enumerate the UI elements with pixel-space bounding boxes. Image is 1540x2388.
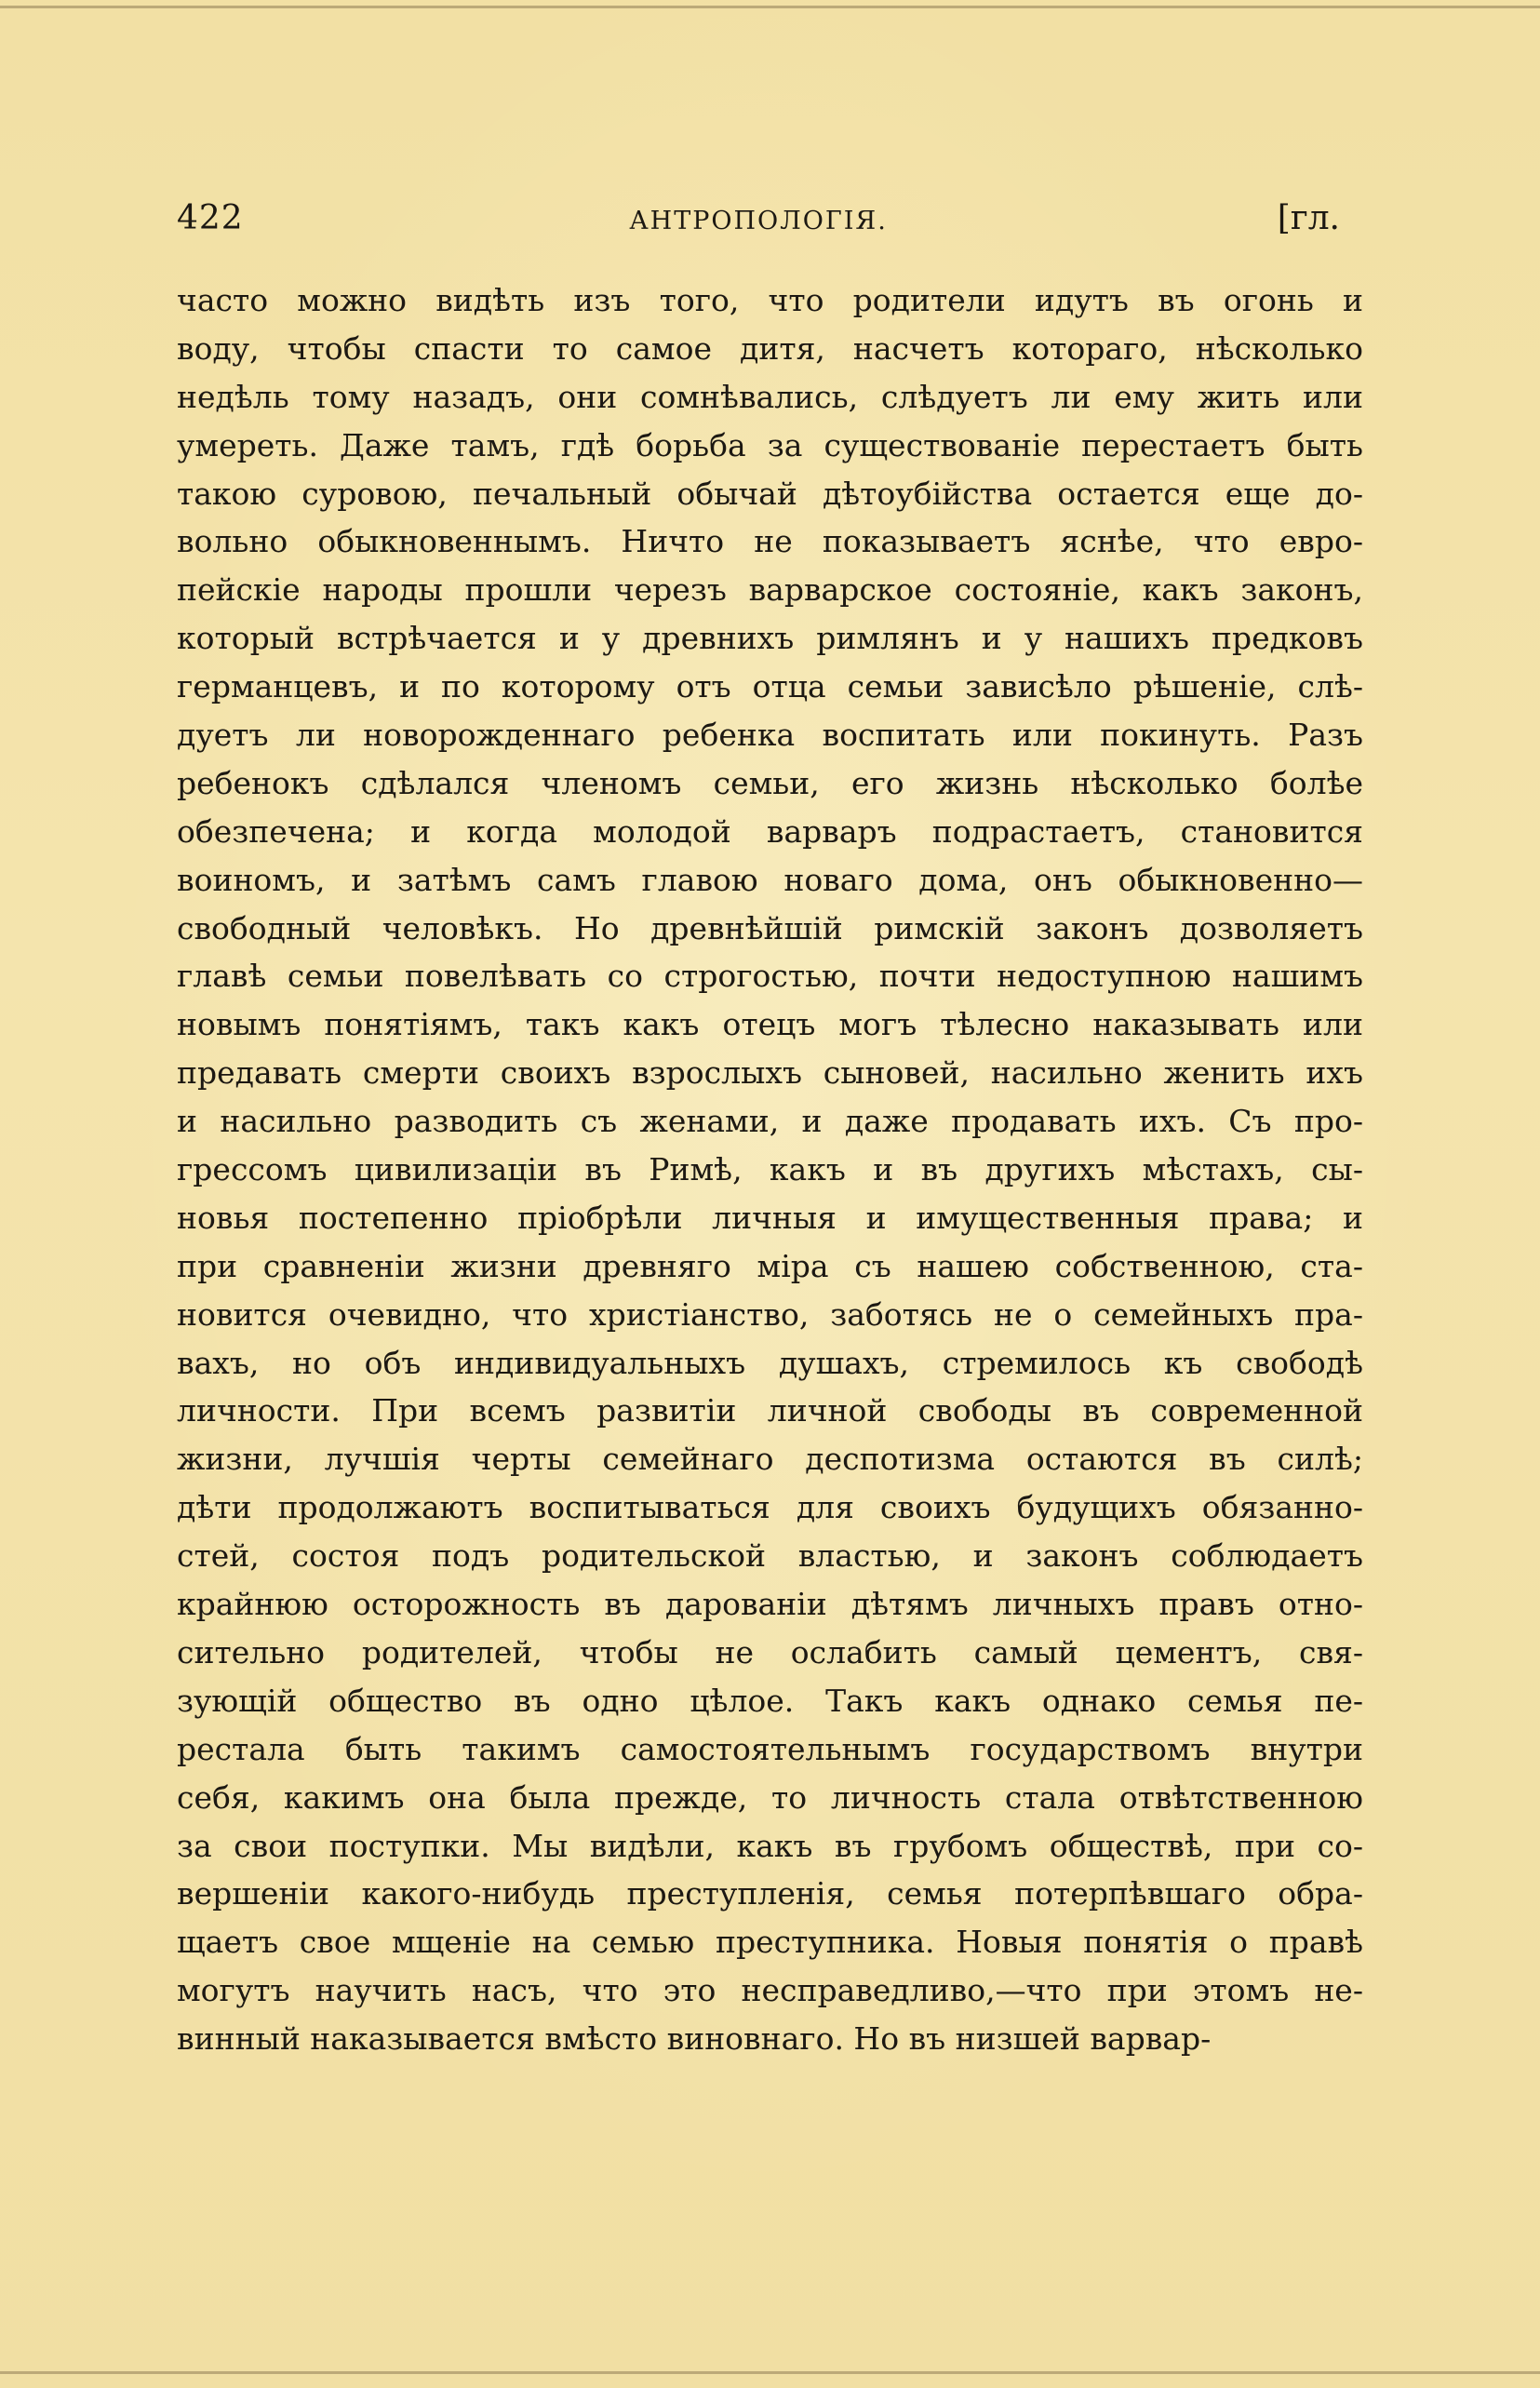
section-marker: [гл.: [1277, 199, 1340, 237]
text-line-content: ребенокъ сдѣлался членомъ семьи, его жизнь нѣсколько болѣе: [177, 764, 1363, 801]
text-line-content: главѣ семьи повелѣвать со строгостью, почти недоступною нашимъ: [177, 958, 1363, 995]
text-line: [177, 856, 1363, 905]
text-line-content: свободный человѣкъ. Но древнѣйшій римскій законъ дозволяетъ: [177, 909, 1363, 946]
text-line-content: дуетъ ли новорожденнаго ребенка воспитать или покинуть. Разъ: [177, 717, 1363, 754]
text-line-content: жизни, лучшія черты семейнаго деспотизма остаются въ силѣ;: [177, 1441, 1363, 1478]
text-line-content: часто можно видѣть изъ того, что родители идутъ въ огонь и: [177, 282, 1363, 318]
text-line: [177, 1483, 1363, 1532]
text-line-content: рестала быть такимъ самостоятельнымъ государствомъ внутри: [177, 1730, 1363, 1767]
text-line: [177, 1242, 1363, 1291]
text-line: [177, 808, 1363, 856]
text-line: [177, 373, 1363, 422]
text-line-content: такою суровою, печальный обычай дѣтоубійства остается еще до-: [177, 475, 1363, 512]
text-line-content: недѣль тому назадъ, они сомнѣвались, слѣдуетъ ли ему жить или: [177, 378, 1363, 415]
text-line-content: вольно обыкновеннымъ. Ничто не показываетъ яснѣе, что евро-: [177, 523, 1363, 560]
text-line-content: щаетъ свое мщеніе на семью преступника. Новыя понятія о правѣ: [177, 1924, 1363, 1961]
text-line-content: германцевъ, и по которому отъ отца семьи зависѣло рѣшеніе, слѣ-: [177, 668, 1363, 705]
text-line: [177, 1822, 1363, 1871]
text-line-content: зующій общество въ одно цѣлое. Такъ какъ однако семья пе-: [177, 1682, 1363, 1719]
text-line: [177, 1580, 1363, 1629]
text-line: [177, 1629, 1363, 1677]
text-line: [177, 1339, 1363, 1388]
text-line-content: воду, чтобы спасти то самое дитя, насчетъ котораго, нѣсколько: [177, 329, 1363, 367]
text-line: [177, 952, 1363, 1000]
text-line: [177, 1435, 1363, 1483]
text-line-content: за свои поступки. Мы видѣли, какъ въ грубомъ обществѣ, при со-: [177, 1827, 1363, 1864]
page-number: 422: [177, 199, 244, 237]
text-line: [177, 1966, 1363, 2015]
text-line-content: который встрѣчается и у древнихъ римлянъ и у нашихъ предковъ: [177, 620, 1363, 657]
text-line: [177, 1291, 1363, 1339]
text-line: [177, 663, 1363, 711]
text-line: [177, 905, 1363, 953]
text-line-content: умереть. Даже тамъ, гдѣ борьба за существованіе перестаетъ быть: [177, 426, 1363, 463]
text-line: [177, 1000, 1363, 1049]
text-line: [177, 276, 1363, 325]
text-line-content: новится очевидно, что христіанство, заботясь не о семейныхъ пра-: [177, 1295, 1363, 1333]
text-line: [177, 1725, 1363, 1774]
text-line-content: пейскіе народы прошли черезъ варварское состояніе, какъ законъ,: [177, 571, 1363, 609]
text-line-content: себя, какимъ она была прежде, то личность стала отвѣтственною: [177, 1778, 1363, 1816]
text-line: [177, 1918, 1363, 1966]
text-line-content: стей, состоя подъ родительской властью, и законъ соблюдаетъ: [177, 1537, 1363, 1575]
text-line-content: винный наказывается вмѣсто виновнаго. Но въ низшей варвар-: [177, 2020, 1212, 2058]
text-line-content: могутъ научить насъ, что это несправедливо,—что при этомъ не-: [177, 1972, 1363, 2009]
text-line-content: вершеніи какого-нибудь преступленія, семья потерпѣвшаго обра-: [177, 1875, 1363, 1912]
text-line: [177, 711, 1363, 759]
text-line-content: грессомъ цивилизаціи въ Римѣ, какъ и въ другихъ мѣстахъ, сы-: [177, 1151, 1363, 1188]
text-line: [177, 325, 1363, 373]
text-line: [177, 470, 1363, 518]
text-line-content: при сравненіи жизни древняго міра съ нашею собственною, ста-: [177, 1247, 1363, 1284]
text-line-content: крайнюю осторожность въ дарованіи дѣтямъ личныхъ правъ отно-: [177, 1586, 1363, 1623]
text-line-content: вахъ, но объ индивидуальныхъ душахъ, стремилось къ свободѣ: [177, 1344, 1363, 1381]
text-line: [177, 759, 1363, 808]
bottom-edge: [0, 2371, 1540, 2374]
running-title: АНТРОПОЛОГІЯ.: [629, 207, 888, 235]
text-line-content: новымъ понятіямъ, такъ какъ отецъ могъ тѣлесно наказывать или: [177, 1006, 1363, 1043]
top-edge: [0, 6, 1540, 8]
text-line: [177, 2015, 1363, 2063]
text-line: [177, 1677, 1363, 1725]
text-line-content: воиномъ, и затѣмъ самъ главою новаго дома, онъ обыкновенно—: [177, 861, 1363, 898]
page-header: [177, 194, 1340, 249]
text-line-content: и насильно разводить съ женами, и даже продавать ихъ. Съ про-: [177, 1103, 1363, 1140]
text-line: [177, 1097, 1363, 1146]
text-line: [177, 566, 1363, 614]
text-line: [177, 1387, 1363, 1435]
text-line: [177, 614, 1363, 663]
text-line: [177, 1049, 1363, 1097]
text-line-content: предавать смерти своихъ взрослыхъ сыновей, насильно женить ихъ: [177, 1054, 1363, 1092]
text-line: [177, 422, 1363, 470]
text-line: [177, 1194, 1363, 1242]
text-line-content: личности. При всемъ развитіи личной свободы въ современной: [177, 1392, 1363, 1429]
body-text: [177, 276, 1363, 2063]
text-line-content: обезпечена; и когда молодой варваръ подрастаетъ, становится: [177, 812, 1363, 850]
text-line: [177, 1532, 1363, 1580]
text-line: [177, 1870, 1363, 1918]
text-line-content: сительно родителей, чтобы не ослабить самый цементъ, свя-: [177, 1633, 1363, 1670]
text-line-content: новья постепенно пріобрѣли личныя и имущественныя права; и: [177, 1199, 1363, 1236]
text-line: [177, 1146, 1363, 1194]
text-line: [177, 517, 1363, 566]
text-line-content: дѣти продолжаютъ воспитываться для своихъ будущихъ обязанно-: [177, 1489, 1363, 1526]
text-line: [177, 1774, 1363, 1822]
